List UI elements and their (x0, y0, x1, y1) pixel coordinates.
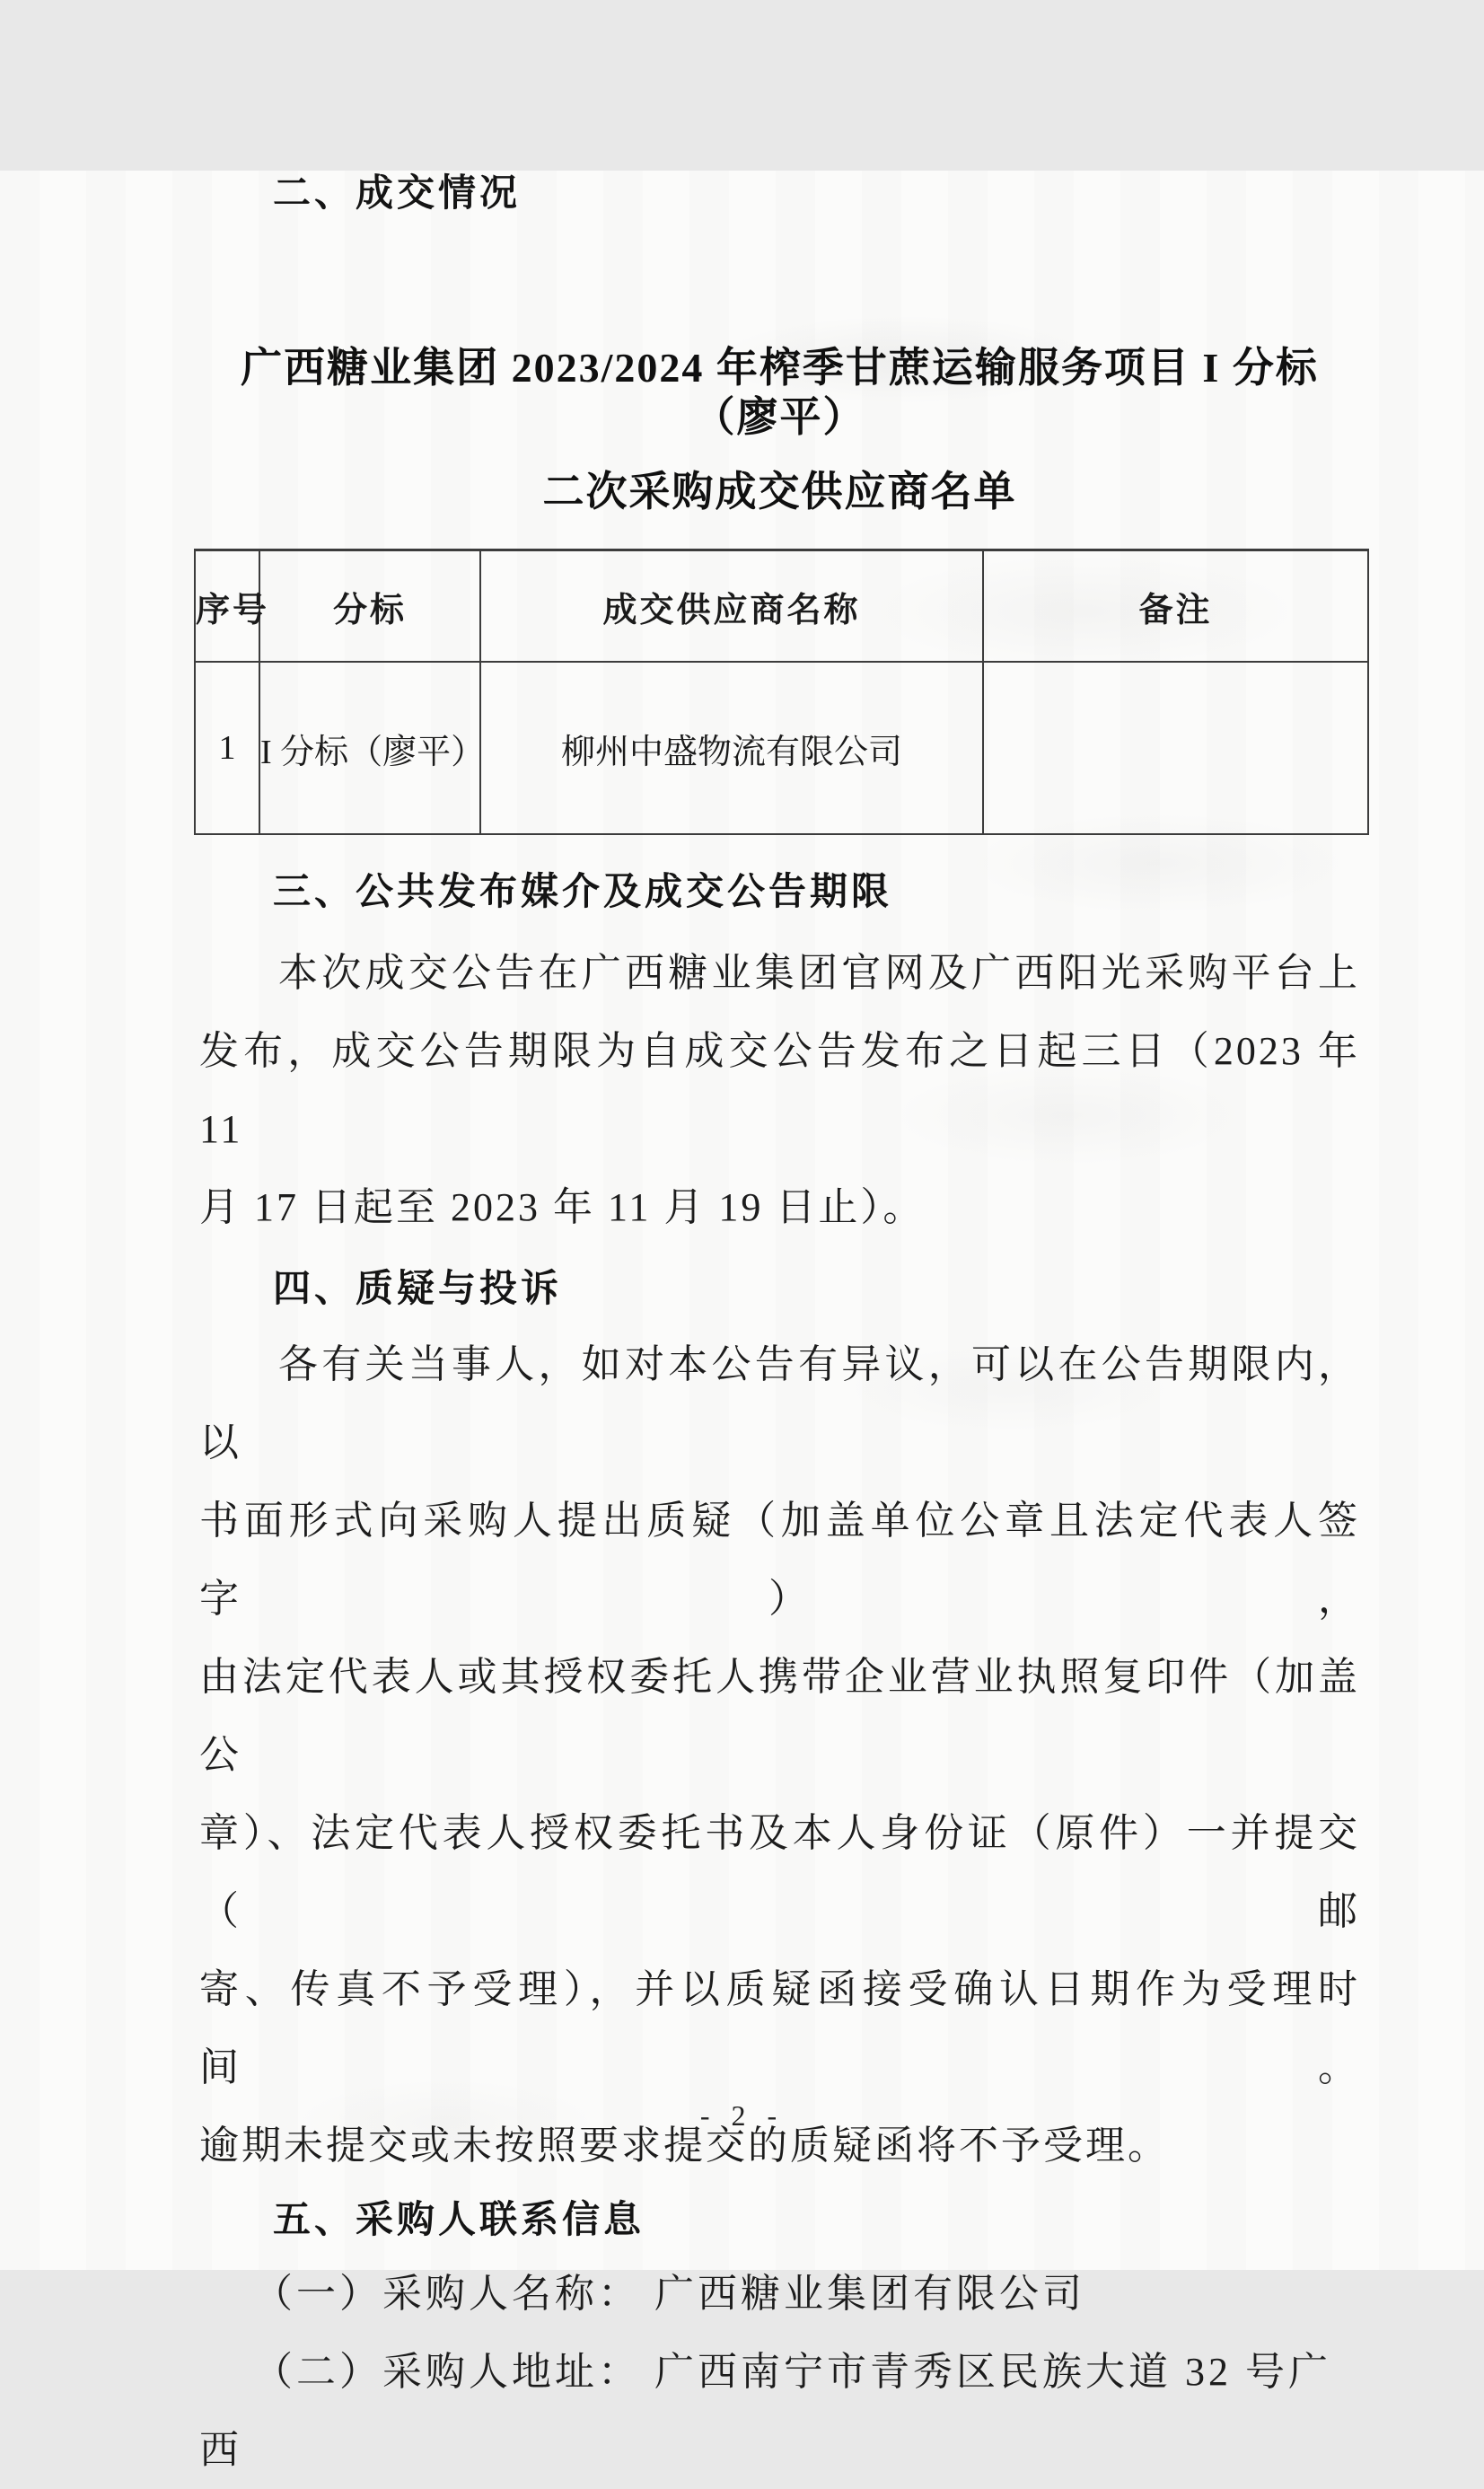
table-title-line1: 广西糖业集团 2023/2024 年榨季甘蔗运输服务项目 I 分标（廖平） (241, 345, 1319, 440)
section-heading-purchaser-contact: 五、采购人联系信息 (273, 2198, 645, 2240)
para-line: 月 17 日起至 2023 年 11 月 19 日止）。 (199, 1185, 926, 1229)
para-line: 寄、传真不予受理），并以质疑函接受确认日期作为受理时间。 (199, 1967, 1360, 2089)
scanned-document-page (0, 171, 1484, 2472)
table-header-row (195, 550, 1368, 663)
section-heading-media-and-period: 三、公共发布媒介及成交公告期限 (273, 870, 893, 912)
table-header-lot: 分标 (259, 550, 480, 663)
para-line: 各有关当事人，如对本公告有异议，可以在公告期限内，以 (199, 1342, 1360, 1464)
para-line: 章）、法定代表人授权委托书及本人身份证（原件）一并提交（邮 (199, 1811, 1360, 1933)
para-line: 逾期未提交或未按照要求提交的质疑函将不予受理。 (199, 2124, 1170, 2168)
table-cell-supplier: 柳州中盛物流有限公司 (480, 662, 983, 834)
table-header-seq: 序号 (195, 550, 259, 663)
paragraph-announcement (199, 934, 1360, 1246)
table-cell-seq: 1 (195, 662, 259, 834)
page-number: - 2 - (699, 2099, 785, 2132)
para-line: 由法定代表人或其授权委托人携带企业营业执照复印件（加盖公 (199, 1655, 1360, 1777)
para-line: 本次成交公告在广西糖业集团官网及广西阳光采购平台上 (278, 951, 1360, 995)
paragraph-objection (199, 1325, 1360, 2185)
purchaser-address-line: （二）采购人地址： 广西南宁市青秀区民族大道 32 号广西 (199, 2350, 1331, 2472)
table-cell-remark (983, 662, 1368, 834)
table-header-remark: 备注 (983, 550, 1368, 663)
para-line: 发布，成交公告期限为自成交公告发布之日起三日（2023 年 11 (199, 1029, 1360, 1151)
para-line: 书面形式向采购人提出质疑（加盖单位公章且法定代表人签字）， (199, 1499, 1360, 1621)
section-heading-transaction-result: 二、成交情况 (273, 172, 522, 214)
table-title-line2: 二次采购成交供应商名单 (542, 469, 1017, 515)
table-header-supplier: 成交供应商名称 (480, 550, 983, 663)
purchaser-name-line: （一）采购人名称： 广西糖业集团有限公司 (253, 2272, 1085, 2316)
document-content (0, 171, 1484, 2489)
supplier-table (194, 549, 1369, 835)
table-cell-lot: I 分标（廖平） (259, 662, 480, 834)
table-row (195, 662, 1368, 834)
section-heading-objection-complaint: 四、质疑与投诉 (273, 1267, 563, 1309)
